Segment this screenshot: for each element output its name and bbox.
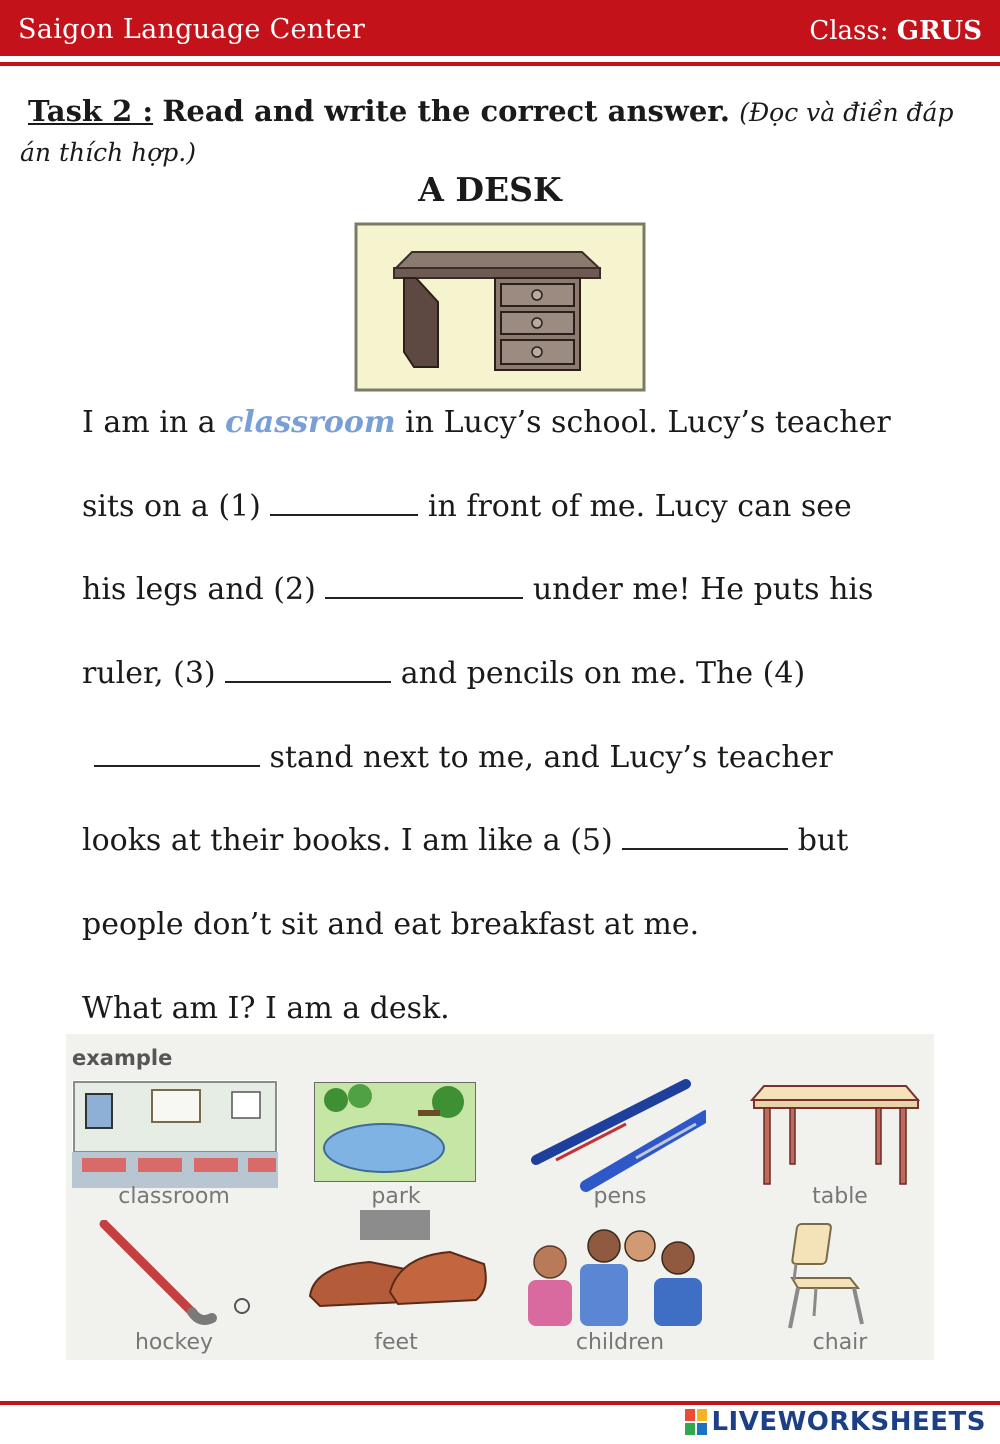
- class-label: Class:: [809, 16, 889, 46]
- table-picture: [750, 1082, 922, 1192]
- task-instruction: [20, 92, 980, 172]
- word-label-children: children: [575, 1330, 665, 1355]
- story-text-segment: looks at their books. I am like a (5): [82, 823, 623, 859]
- example-answer: classroom: [225, 405, 396, 440]
- word-label-classroom: classroom: [118, 1184, 230, 1209]
- brand-name: LIVEWORKSHEETS: [711, 1407, 986, 1437]
- chair-picture: [782, 1220, 892, 1332]
- pens-picture: [516, 1076, 706, 1196]
- story-text-segment: people don’t sit and eat breakfast at me.: [82, 907, 700, 943]
- task-label: Task 2 :: [28, 94, 154, 128]
- footer-divider: [0, 1401, 1000, 1405]
- task-translation: (Đọc và điền đáp án thích hợp.): [20, 98, 954, 167]
- story-text-segment: his legs and (2): [82, 572, 326, 608]
- story-text-segment: and pencils on me. The (4): [391, 656, 806, 692]
- header-divider: [0, 62, 1000, 66]
- answer-blank-2[interactable]: [325, 571, 523, 599]
- class-info: [809, 16, 982, 46]
- story-line: [82, 816, 962, 900]
- answer-blank-1[interactable]: [270, 488, 418, 516]
- story-text-segment: ruler, (3): [82, 656, 226, 692]
- story-text-segment: under me! He puts his: [523, 572, 874, 608]
- story-text-segment: but: [788, 823, 849, 859]
- logo-icon: [685, 1409, 707, 1435]
- desk-illustration: [354, 222, 646, 392]
- answer-blank-3[interactable]: [225, 655, 391, 683]
- story-text-segment: stand next to me, and Lucy’s teacher: [260, 739, 833, 775]
- liveworksheets-logo[interactable]: [685, 1407, 986, 1437]
- story-text-segment: I am in a: [82, 405, 226, 440]
- task-title: Read and write the correct answer.: [162, 94, 730, 128]
- children-picture: [514, 1224, 704, 1330]
- story-line: [82, 482, 962, 566]
- classroom-picture: [72, 1080, 278, 1188]
- word-label-hockey: hockey: [134, 1330, 213, 1355]
- story-text-segment: What am I? I am a desk.: [82, 990, 450, 1026]
- story-text-segment: in Lucy’s school. Lucy’s teacher: [395, 405, 891, 440]
- story-line: [82, 649, 962, 733]
- story-text: [82, 398, 962, 1068]
- park-picture: [314, 1082, 476, 1182]
- story-text-segment: sits on a (1): [82, 488, 271, 524]
- feet-picture: [300, 1210, 490, 1334]
- story-text-segment: in front of me. Lucy can see: [418, 488, 852, 524]
- story-line: [82, 398, 962, 482]
- word-label-table: table: [812, 1184, 868, 1209]
- story-line: [82, 565, 962, 649]
- answer-blank-5[interactable]: [622, 822, 788, 850]
- word-label-feet: feet: [374, 1330, 418, 1355]
- page-title: A DESK: [418, 170, 562, 209]
- example-label: example: [72, 1046, 173, 1070]
- story-line: [82, 733, 962, 817]
- word-label-pens: pens: [593, 1184, 647, 1209]
- word-label-park: park: [371, 1184, 421, 1209]
- class-value: GRUS: [896, 16, 982, 46]
- hockey-picture: [96, 1220, 256, 1330]
- center-name: Saigon Language Center: [18, 14, 366, 45]
- word-bank: [66, 1034, 934, 1360]
- word-label-chair: chair: [812, 1330, 868, 1355]
- answer-blank-4[interactable]: [94, 739, 260, 767]
- story-line: [82, 900, 962, 984]
